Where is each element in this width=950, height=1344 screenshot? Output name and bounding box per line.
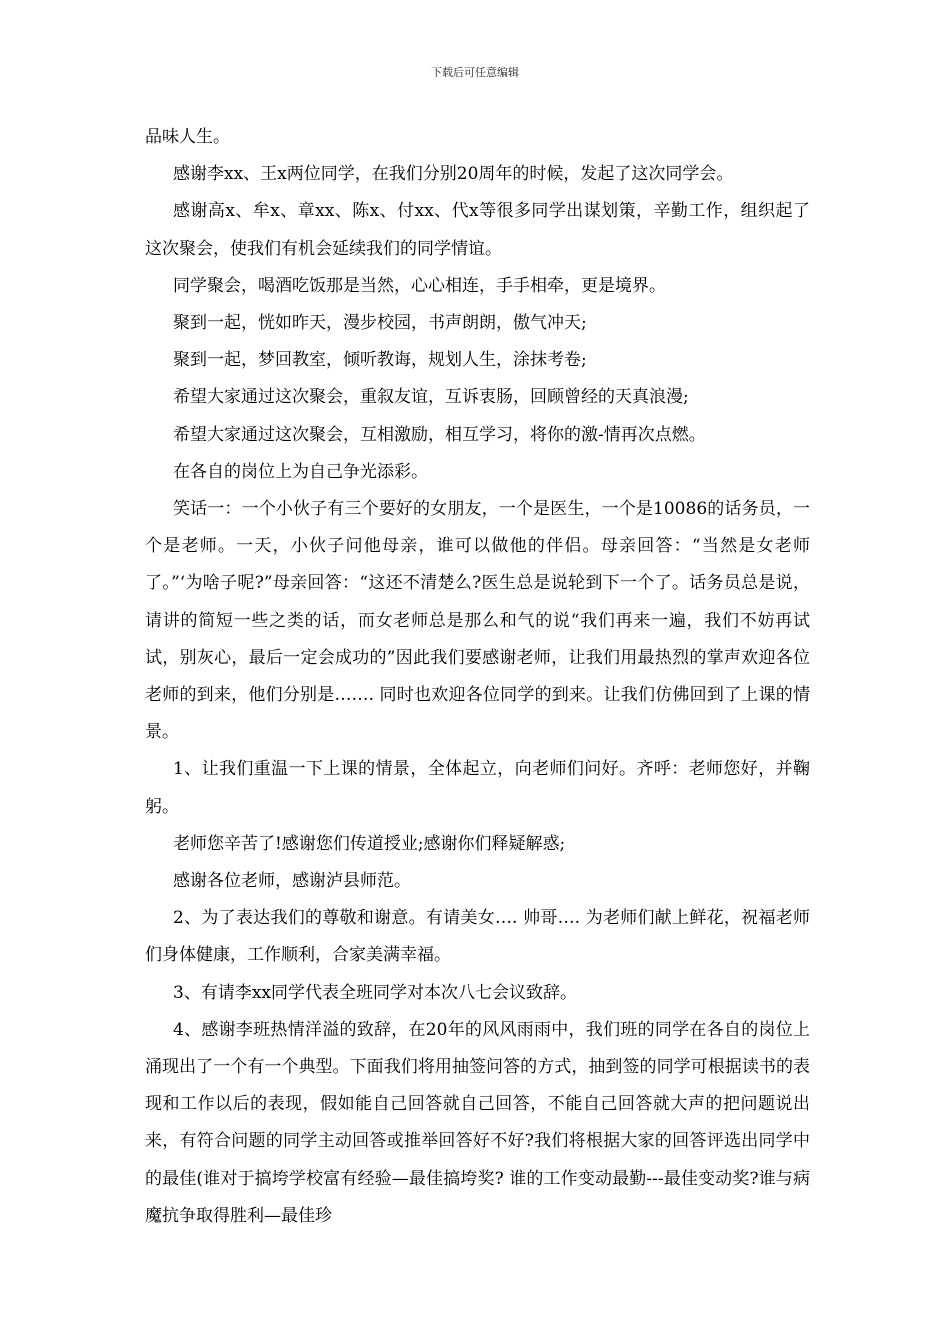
paragraph-15: 3、有请李xx同学代表全班同学对本次八七会议致辞。 (173, 982, 577, 1003)
paragraph-7: 希望大家通过这次聚会，重叙友谊，互诉衷肠，回顾曾经的天真浪漫; (173, 387, 689, 408)
paragraph-16: 4、感谢李班热情洋溢的致辞，在20年的风风雨雨中，我们班的同学在各自的岗位上涌现出了一个有一个典型。下面我们将用抽签问答的方式，抽到签的同学可根据读书的表现和工作以后的表现，假如能自己回答就自己回答，不能自己回答就大声的把问题说出来，有符合问题的同学主动回答或推举回答好不好?我们将根据大家的回答评选出同学中的最佳(谁对于搞垮学校富有经验—最佳搞垮奖? 谁的工作变动最勤---最佳变动奖?谁与病魔抗争取得胜利—最佳珍 (145, 1019, 810, 1226)
paragraph-6: 聚到一起，梦回教室，倾听教诲，规划人生，涂抹考卷; (173, 350, 587, 371)
paragraph-3: 感谢高x、牟x、章xx、陈x、付xx、代x等很多同学出谋划策，辛勤工作，组织起了这次聚会，使我们有机会延续我们的同学情谊。 (145, 201, 810, 259)
paragraph-13: 感谢各位老师，感谢泸县师范。 (173, 871, 411, 892)
paragraph-10: 笑话一：一个小伙子有三个要好的女朋友，一个是医生，一个是10086的话务员，一个是老师。一天，小伙子问他母亲，谁可以做他的伴侣。母亲回答：“当然是女老师了。”‘为啥子呢?”母亲回答：“这还不清楚么?医生总是说轮到下一个了。话务员总是说，请讲的简短一些之类的话，而女老师总是那么和气的说“我们再来一遍，我们不妨再试试，别灰心，最后一定会成功的”因此我们要感谢老师，让我们用最热烈的掌声欢迎各位老师的到来，他们分别是……. 同时也欢迎各位同学的到来。让我们仿佛回到了上课的情景。 (145, 499, 810, 743)
paragraph-1: 品味人生。 (145, 127, 230, 147)
paragraph-2: 感谢李xx、王x两位同学，在我们分别20周年的时候，发起了这次同学会。 (173, 164, 734, 185)
paragraph-11: 1、让我们重温一下上课的情景，全体起立，向老师们问好。齐呼：老师您好，并鞠躬。 (145, 759, 810, 817)
paragraph-14: 2、为了表达我们的尊敬和谢意。有请美女…. 帅哥…. 为老师们献上鲜花，祝福老师们身体健康，工作顺利，合家美满幸福。 (145, 908, 810, 966)
document-body (145, 119, 810, 1235)
paragraph-4: 同学聚会，喝酒吃饭那是当然，心心相连，手手相牵，更是境界。 (173, 275, 666, 296)
paragraph-12: 老师您辛苦了!感谢您们传道授业;感谢你们释疑解惑; (173, 833, 566, 854)
paragraph-5: 聚到一起，恍如昨天，漫步校园，书声朗朗，傲气冲天; (173, 313, 587, 334)
page-header-note: 下载后可任意编辑 (431, 66, 519, 79)
paragraph-8: 希望大家通过这次聚会，互相激励，相互学习，将你的激-情再次点燃。 (173, 424, 706, 445)
paragraph-9: 在各自的岗位上为自己争光添彩。 (173, 461, 428, 482)
